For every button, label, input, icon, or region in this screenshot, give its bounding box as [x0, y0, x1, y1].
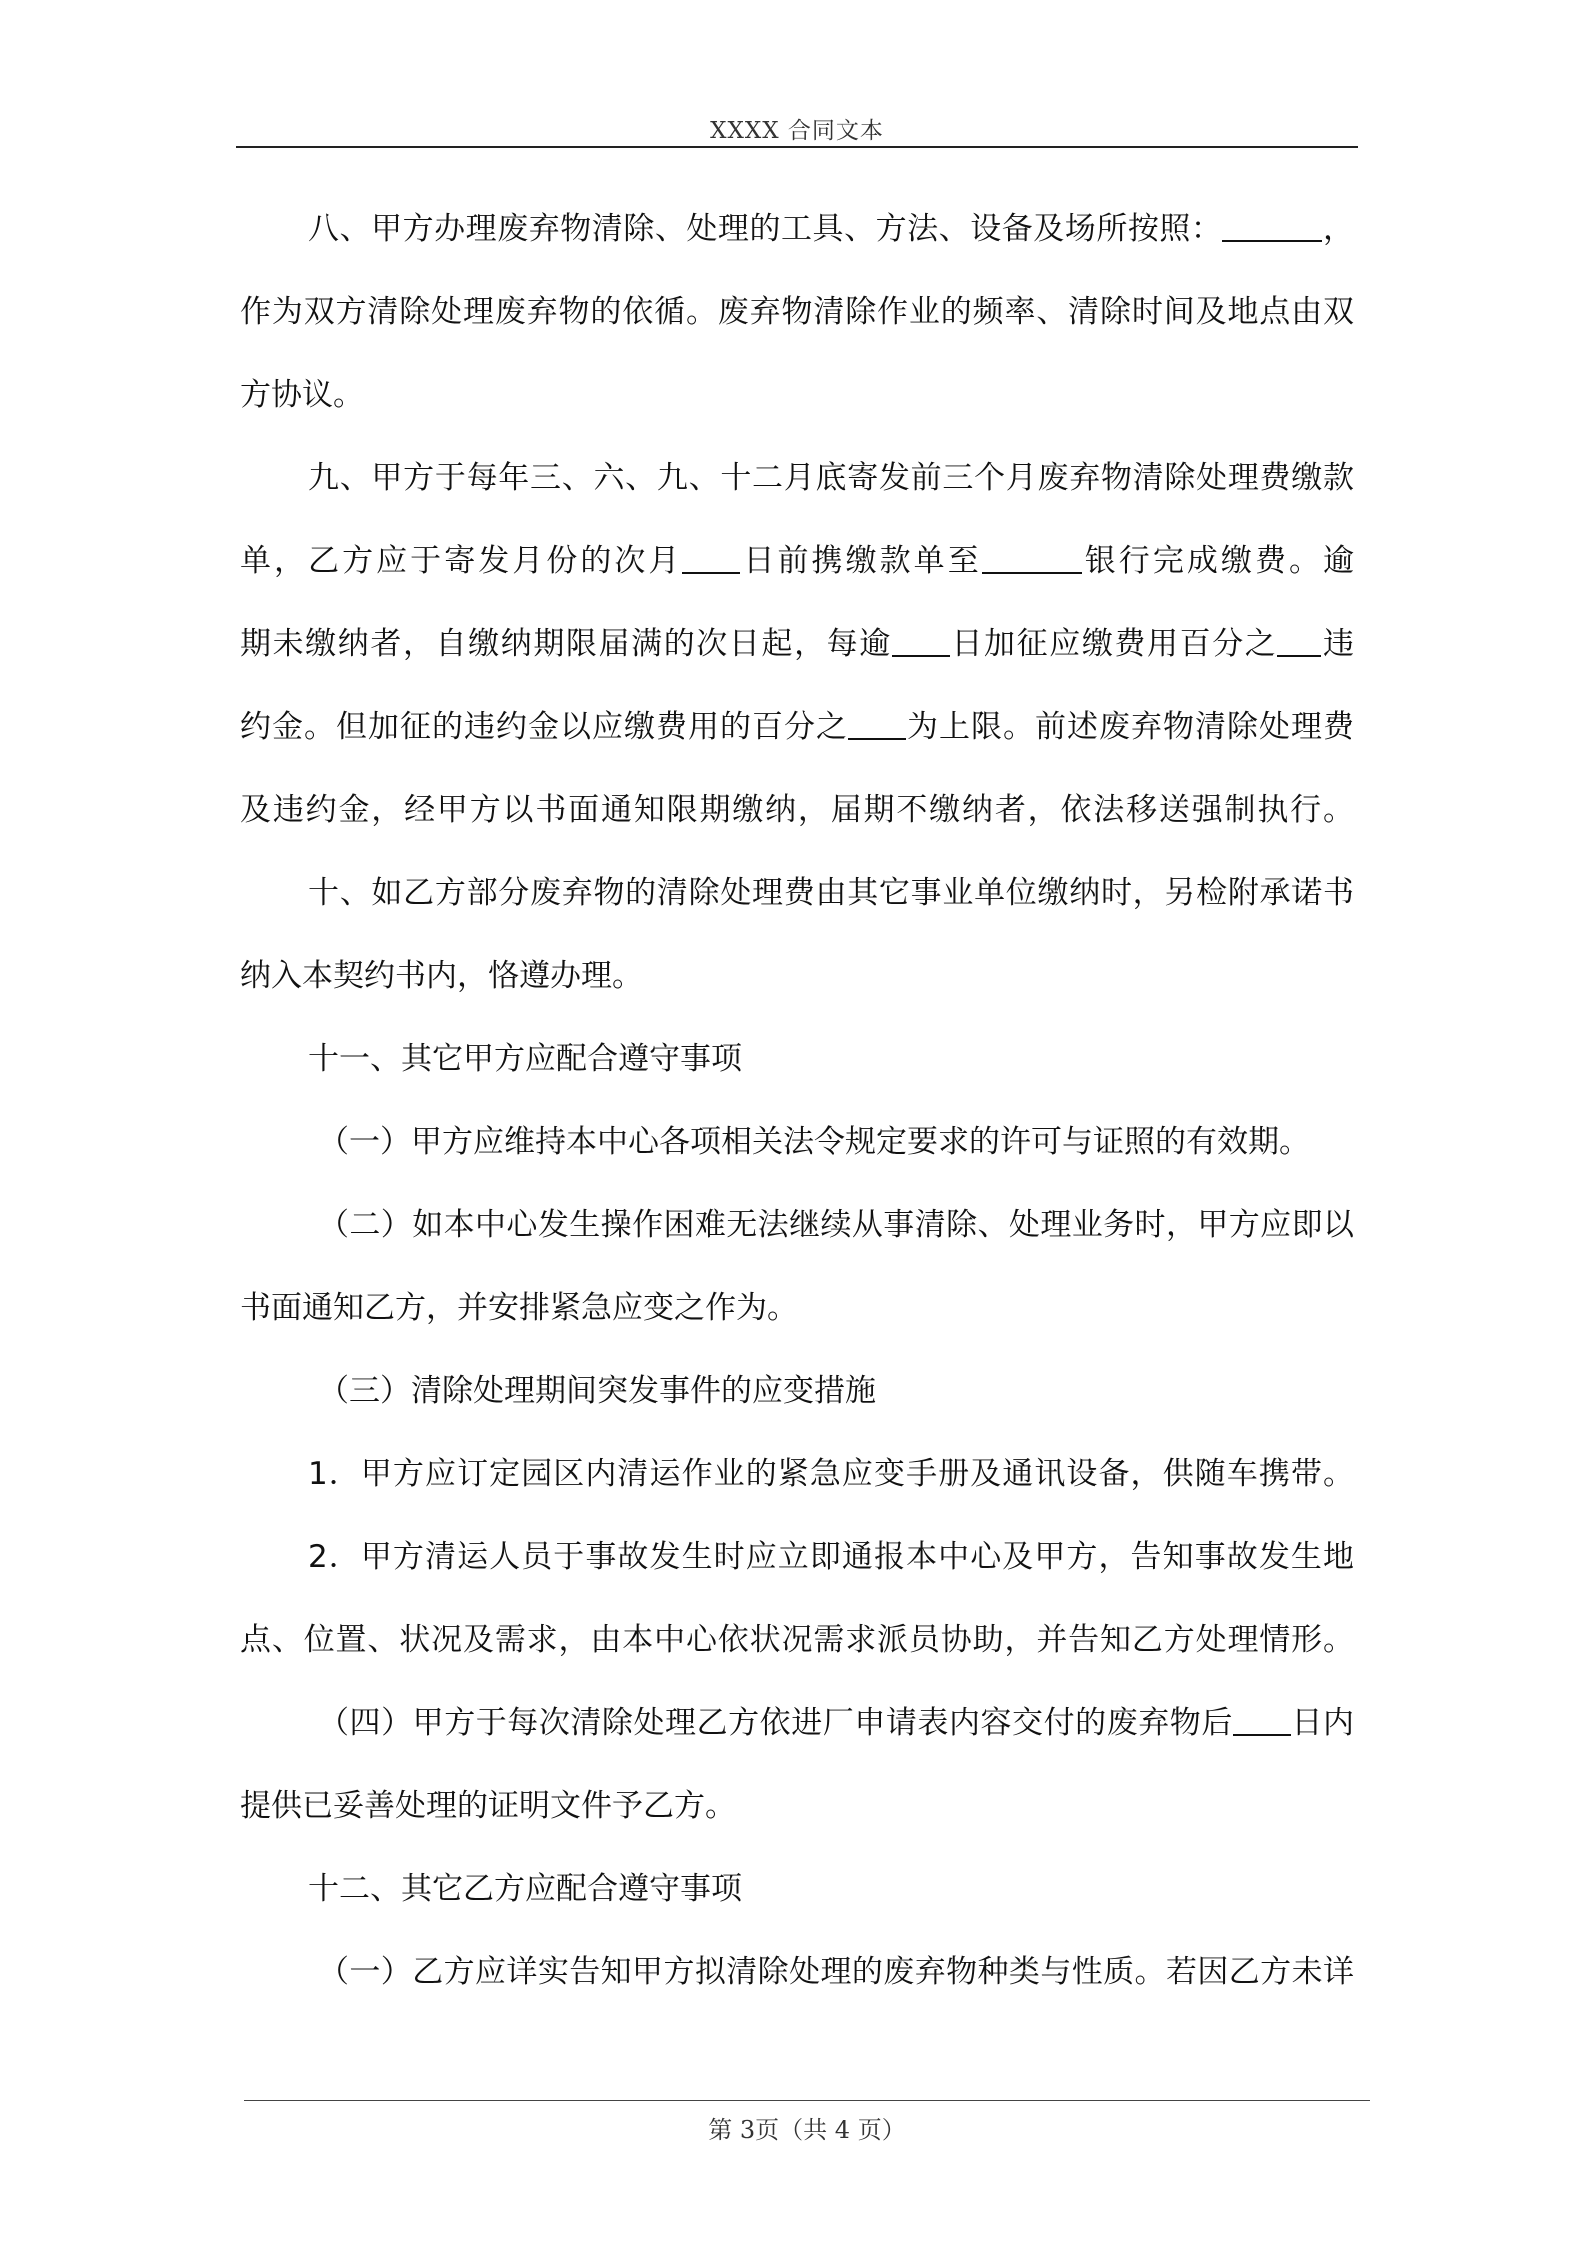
clause-11-item-2-line-2: 书面通知乙方，并安排紧急应变之作为。 [240, 1290, 798, 1326]
fill-blank [682, 544, 740, 574]
clause-8-line-2: 作为双方清除处理废弃物的依循。废弃物清除作业的频率、清除时间及地点由双 [240, 294, 1354, 330]
clause-11-point-1: 1．甲方应订定园区内清运作业的紧急应变手册及通讯设备，供随车携带。 [308, 1456, 1354, 1492]
clause-10-line-2: 纳入本契约书内，恪遵办理。 [240, 958, 643, 994]
clause-10-line-1: 十、如乙方部分废弃物的清除处理费由其它事业单位缴纳时，另检附承诺书 [308, 875, 1354, 911]
clause-11-item-4-line-2: 提供已妥善处理的证明文件予乙方。 [240, 1788, 736, 1824]
clause-11-item-4-line-1: （四）甲方于每次清除处理乙方依进厂申请表内容交付的废弃物后 日内 [318, 1705, 1354, 1741]
fill-blank [982, 544, 1082, 574]
fill-blank [848, 710, 906, 740]
fill-blank [1233, 1706, 1291, 1736]
fill-blank [1222, 212, 1322, 242]
clause-11-item-3: （三）清除处理期间突发事件的应变措施 [318, 1373, 876, 1409]
clause-11-item-1: （一）甲方应维持本中心各项相关法令规定要求的许可与证照的有效期。 [318, 1124, 1310, 1160]
clause-11-point-2-line-2: 点、位置、状况及需求，由本中心依状况需求派员协助，并告知乙方处理情形。 [240, 1622, 1354, 1658]
document-body [240, 188, 1354, 2014]
document-header-title: XXXX 合同文本 [710, 118, 884, 144]
clause-9-line-5: 及违约金，经甲方以书面通知限期缴纳，届期不缴纳者，依法移送强制执行。 [240, 792, 1354, 828]
header-divider [236, 146, 1358, 148]
page-number: 第 3页（共 4 页） [708, 2116, 906, 2144]
clause-9-line-4: 约金。但加征的违约金以应缴费用的百分之 为上限。前述废弃物清除处理费 [240, 709, 1354, 745]
footer-divider [244, 2100, 1370, 2101]
clause-11-item-2-line-1: （二）如本中心发生操作困难无法继续从事清除、处理业务时，甲方应即以 [318, 1207, 1354, 1243]
clause-9-line-2: 单，乙方应于寄发月份的次月 日前携缴款单至 银行完成缴费。逾 [240, 543, 1354, 579]
clause-11-point-2-line-1: 2．甲方清运人员于事故发生时应立即通报本中心及甲方，告知事故发生地 [308, 1539, 1354, 1575]
fill-blank [892, 627, 950, 657]
clause-12-item-1: （一）乙方应详实告知甲方拟清除处理的废弃物种类与性质。若因乙方未详 [318, 1954, 1354, 1990]
clause-8-line-3: 方协议。 [240, 377, 364, 413]
fill-blank [1277, 627, 1321, 657]
clause-8-line-1: 八、甲方办理废弃物清除、处理的工具、方法、设备及场所按照： ， [308, 211, 1354, 247]
clause-9-line-1: 九、甲方于每年三、六、九、十二月底寄发前三个月废弃物清除处理费缴款 [308, 460, 1354, 496]
clause-12-title: 十二、其它乙方应配合遵守事项 [308, 1871, 742, 1907]
clause-9-line-3: 期未缴纳者，自缴纳期限届满的次日起，每逾 日加征应缴费用百分之 违 [240, 626, 1354, 662]
clause-11-title: 十一、其它甲方应配合遵守事项 [308, 1041, 742, 1077]
